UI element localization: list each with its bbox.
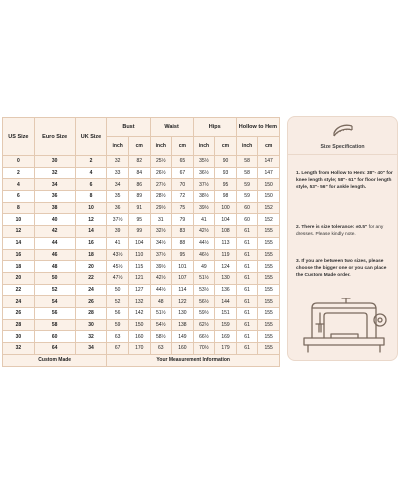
table-cell: 121 (128, 272, 150, 284)
table-cell: 155 (258, 249, 280, 261)
table-cell: 20 (75, 261, 107, 273)
table-cell: 104 (128, 237, 150, 249)
header-euro-size: Euro Size (34, 118, 75, 156)
table-cell: 50 (107, 284, 129, 296)
measuring-tape-icon (331, 120, 355, 140)
table-row (3, 167, 280, 179)
table-cell: 59 (236, 179, 258, 191)
table-cell: 32 (3, 343, 35, 355)
table-cell: 36 (34, 191, 75, 203)
table-cell: 45½ (107, 261, 129, 273)
unit-inch: inch (150, 137, 172, 156)
table-cell: 60 (34, 331, 75, 343)
table-cell: 6 (75, 179, 107, 191)
table-cell: 155 (258, 343, 280, 355)
table-cell: 160 (128, 331, 150, 343)
table-cell: 35 (107, 191, 129, 203)
table-cell: 34 (107, 179, 129, 191)
table-cell: 53½ (193, 284, 215, 296)
table-row (3, 202, 280, 214)
table-cell: 101 (172, 261, 194, 273)
table-cell: 35½ (193, 156, 215, 168)
table-cell: 24 (75, 284, 107, 296)
table-cell: 86 (128, 179, 150, 191)
table-cell: 127 (128, 284, 150, 296)
table-cell: 70½ (193, 343, 215, 355)
table-cell: 72 (172, 191, 194, 203)
table-cell: 37½ (193, 179, 215, 191)
table-cell: 44½ (193, 237, 215, 249)
table-cell: 61 (236, 331, 258, 343)
table-cell: 10 (75, 202, 107, 214)
table-row (3, 179, 280, 191)
table-row (3, 261, 280, 273)
table-cell: 14 (3, 237, 35, 249)
table-cell: 144 (215, 296, 237, 308)
table-cell: 160 (172, 343, 194, 355)
table-cell: 28½ (150, 191, 172, 203)
table-cell: 22 (75, 272, 107, 284)
table-cell: 95 (172, 249, 194, 261)
table-cell: 48 (150, 296, 172, 308)
table-cell: 107 (172, 272, 194, 284)
table-cell: 62½ (193, 319, 215, 331)
table-cell: 147 (258, 156, 280, 168)
table-cell: 63 (150, 343, 172, 355)
table-cell: 12 (3, 226, 35, 238)
table-cell: 114 (172, 284, 194, 296)
table-cell: 41 (193, 214, 215, 226)
note-between-sizes: 3. If you are between two sizes, please choose the bigger one or you can place the Custom Made order. (296, 259, 387, 279)
table-cell: 18 (3, 261, 35, 273)
table-cell: 39 (107, 226, 129, 238)
table-cell: 122 (172, 296, 194, 308)
table-cell: 115 (128, 261, 150, 273)
size-chart-table (2, 117, 280, 367)
table-cell: 32 (34, 167, 75, 179)
table-cell: 155 (258, 307, 280, 319)
table-cell: 2 (75, 156, 107, 168)
table-cell: 26½ (150, 167, 172, 179)
table-cell: 42 (34, 226, 75, 238)
table-cell: 47½ (107, 272, 129, 284)
table-cell: 99 (128, 226, 150, 238)
table-cell: 32 (107, 156, 129, 168)
table-cell: 38½ (193, 191, 215, 203)
table-cell: 64 (34, 343, 75, 355)
table-cell: 51½ (150, 307, 172, 319)
table-cell: 34 (34, 179, 75, 191)
table-cell: 95 (215, 179, 237, 191)
table-cell: 155 (258, 296, 280, 308)
size-specification-panel (287, 116, 398, 361)
table-cell: 124 (215, 261, 237, 273)
table-cell: 30 (3, 331, 35, 343)
unit-cm: cm (215, 137, 237, 156)
table-cell: 20 (3, 272, 35, 284)
table-cell: 91 (128, 202, 150, 214)
table-cell: 8 (3, 202, 35, 214)
table-cell: 61 (236, 307, 258, 319)
table-cell: 50 (34, 272, 75, 284)
table-cell: 108 (215, 226, 237, 238)
header-waist: Waist (150, 118, 193, 137)
custom-made-label: Custom Made (3, 354, 107, 366)
table-cell: 51½ (193, 272, 215, 284)
table-cell: 4 (75, 167, 107, 179)
table-cell: 26 (3, 307, 35, 319)
unit-inch: inch (236, 137, 258, 156)
table-cell: 16 (3, 249, 35, 261)
table-cell: 155 (258, 284, 280, 296)
table-cell: 150 (258, 179, 280, 191)
table-cell: 54½ (150, 319, 172, 331)
table-cell: 46 (34, 249, 75, 261)
table-cell: 83 (172, 226, 194, 238)
table-cell: 138 (172, 319, 194, 331)
table-row (3, 319, 280, 331)
table-cell: 49 (193, 261, 215, 273)
table-cell: 155 (258, 226, 280, 238)
table-cell: 70 (172, 179, 194, 191)
table-cell: 26 (75, 296, 107, 308)
table-cell: 12 (75, 214, 107, 226)
table-cell: 52 (34, 284, 75, 296)
table-cell: 58½ (150, 331, 172, 343)
table-cell: 58 (34, 319, 75, 331)
table-cell: 36 (107, 202, 129, 214)
table-cell: 113 (215, 237, 237, 249)
header-uk-size: UK Size (75, 118, 107, 156)
table-cell: 16 (75, 237, 107, 249)
table-cell: 59 (107, 319, 129, 331)
table-row (3, 237, 280, 249)
table-cell: 61 (236, 296, 258, 308)
table-cell: 61 (236, 261, 258, 273)
table-cell: 39½ (193, 202, 215, 214)
table-cell: 95 (128, 214, 150, 226)
table-cell: 52 (107, 296, 129, 308)
table-cell: 61 (236, 319, 258, 331)
table-cell: 100 (215, 202, 237, 214)
table-cell: 60 (236, 214, 258, 226)
table-cell: 61 (236, 284, 258, 296)
table-cell: 42½ (193, 226, 215, 238)
table-cell: 42½ (150, 272, 172, 284)
table-cell: 132 (128, 296, 150, 308)
table-cell: 44½ (150, 284, 172, 296)
table-cell: 34 (75, 343, 107, 355)
table-cell: 24 (3, 296, 35, 308)
table-cell: 59½ (193, 307, 215, 319)
table-row (3, 331, 280, 343)
table-row (3, 284, 280, 296)
table-row (3, 214, 280, 226)
table-row (3, 296, 280, 308)
table-cell: 179 (215, 343, 237, 355)
table-cell: 82 (128, 156, 150, 168)
table-row (3, 343, 280, 355)
table-cell: 14 (75, 226, 107, 238)
table-cell: 34½ (150, 237, 172, 249)
table-cell: 10 (3, 214, 35, 226)
table-cell: 0 (3, 156, 35, 168)
spec-title: Size Specification (320, 144, 365, 150)
table-row (3, 226, 280, 238)
table-cell: 39½ (150, 261, 172, 273)
table-cell: 46½ (193, 249, 215, 261)
table-cell: 61 (236, 237, 258, 249)
table-cell: 38 (34, 202, 75, 214)
table-row (3, 156, 280, 168)
table-cell: 63 (107, 331, 129, 343)
table-cell: 155 (258, 331, 280, 343)
table-cell: 170 (128, 343, 150, 355)
table-cell: 27½ (150, 179, 172, 191)
table-cell: 33 (107, 167, 129, 179)
header-us-size: US Size (3, 118, 35, 156)
table-cell: 155 (258, 261, 280, 273)
table-cell: 136 (215, 284, 237, 296)
table-row (3, 191, 280, 203)
your-measurement-label: Your Measurement Information (107, 354, 280, 366)
table-cell: 30 (75, 319, 107, 331)
unit-cm: cm (128, 137, 150, 156)
table-cell: 25½ (150, 156, 172, 168)
table-cell: 61 (236, 343, 258, 355)
table-cell: 155 (258, 237, 280, 249)
header-hips: Hips (193, 118, 236, 137)
table-cell: 40 (34, 214, 75, 226)
sewing-machine-icon (298, 298, 390, 356)
table-cell: 151 (215, 307, 237, 319)
header-bust: Bust (107, 118, 150, 137)
table-cell: 61 (236, 226, 258, 238)
table-cell: 22 (3, 284, 35, 296)
table-cell: 36½ (193, 167, 215, 179)
table-cell: 155 (258, 319, 280, 331)
table-cell: 58 (236, 167, 258, 179)
table-cell: 31 (150, 214, 172, 226)
table-cell: 48 (34, 261, 75, 273)
table-cell: 67 (172, 167, 194, 179)
table-cell: 159 (215, 319, 237, 331)
table-cell: 79 (172, 214, 194, 226)
table-cell: 147 (258, 167, 280, 179)
table-cell: 28 (75, 307, 107, 319)
header-hollow-to-hem: Hollow to Hem (236, 118, 279, 137)
unit-inch: inch (107, 137, 129, 156)
table-cell: 6 (3, 191, 35, 203)
note-tolerance-rest: for any dresses. Please kindly note. (296, 225, 384, 238)
spec-header (288, 117, 397, 155)
table-cell: 4 (3, 179, 35, 191)
table-cell: 150 (258, 191, 280, 203)
table-cell: 18 (75, 249, 107, 261)
table-cell: 150 (128, 319, 150, 331)
table-cell: 30 (34, 156, 75, 168)
unit-cm: cm (258, 137, 280, 156)
table-cell: 169 (215, 331, 237, 343)
table-cell: 66½ (193, 331, 215, 343)
table-cell: 119 (215, 249, 237, 261)
table-cell: 60 (236, 202, 258, 214)
table-cell: 65 (172, 156, 194, 168)
table-cell: 43½ (107, 249, 129, 261)
table-cell: 37½ (107, 214, 129, 226)
table-cell: 75 (172, 202, 194, 214)
table-footer-row (3, 354, 280, 366)
table-cell: 130 (215, 272, 237, 284)
table-cell: 32½ (150, 226, 172, 238)
unit-cm: cm (172, 137, 194, 156)
table-cell: 84 (128, 167, 150, 179)
table-cell: 88 (172, 237, 194, 249)
table-cell: 56½ (193, 296, 215, 308)
table-cell: 90 (215, 156, 237, 168)
table-cell: 59 (236, 191, 258, 203)
table-cell: 149 (172, 331, 194, 343)
table-cell: 41 (107, 237, 129, 249)
table-cell: 2 (3, 167, 35, 179)
table-cell: 93 (215, 167, 237, 179)
table-cell: 44 (34, 237, 75, 249)
table-cell: 61 (236, 272, 258, 284)
table-cell: 8 (75, 191, 107, 203)
table-cell: 37½ (150, 249, 172, 261)
table-cell: 110 (128, 249, 150, 261)
note-length: 1. Length from Hollow to Hem: 38"- 40" for knee length style; 58"- 61" for floor length style, 53"- 56" for ankle length. (296, 171, 393, 191)
table-cell: 130 (172, 307, 194, 319)
note-tolerance-bold: 2. There is size tolerance: ±0.5" (296, 225, 368, 230)
table-cell: 61 (236, 249, 258, 261)
table-body (3, 156, 280, 355)
note-tolerance (296, 224, 394, 238)
table-cell: 155 (258, 272, 280, 284)
table-row (3, 307, 280, 319)
table-cell: 142 (128, 307, 150, 319)
table-cell: 32 (75, 331, 107, 343)
table-row (3, 249, 280, 261)
table-cell: 152 (258, 202, 280, 214)
table-cell: 29½ (150, 202, 172, 214)
table-cell: 54 (34, 296, 75, 308)
table-cell: 56 (34, 307, 75, 319)
table-cell: 67 (107, 343, 129, 355)
table-cell: 104 (215, 214, 237, 226)
unit-inch: inch (193, 137, 215, 156)
table-cell: 28 (3, 319, 35, 331)
table-cell: 98 (215, 191, 237, 203)
table-header-row (3, 118, 280, 137)
table-cell: 56 (107, 307, 129, 319)
table-row (3, 272, 280, 284)
table-cell: 58 (236, 156, 258, 168)
table-cell: 89 (128, 191, 150, 203)
table-cell: 152 (258, 214, 280, 226)
